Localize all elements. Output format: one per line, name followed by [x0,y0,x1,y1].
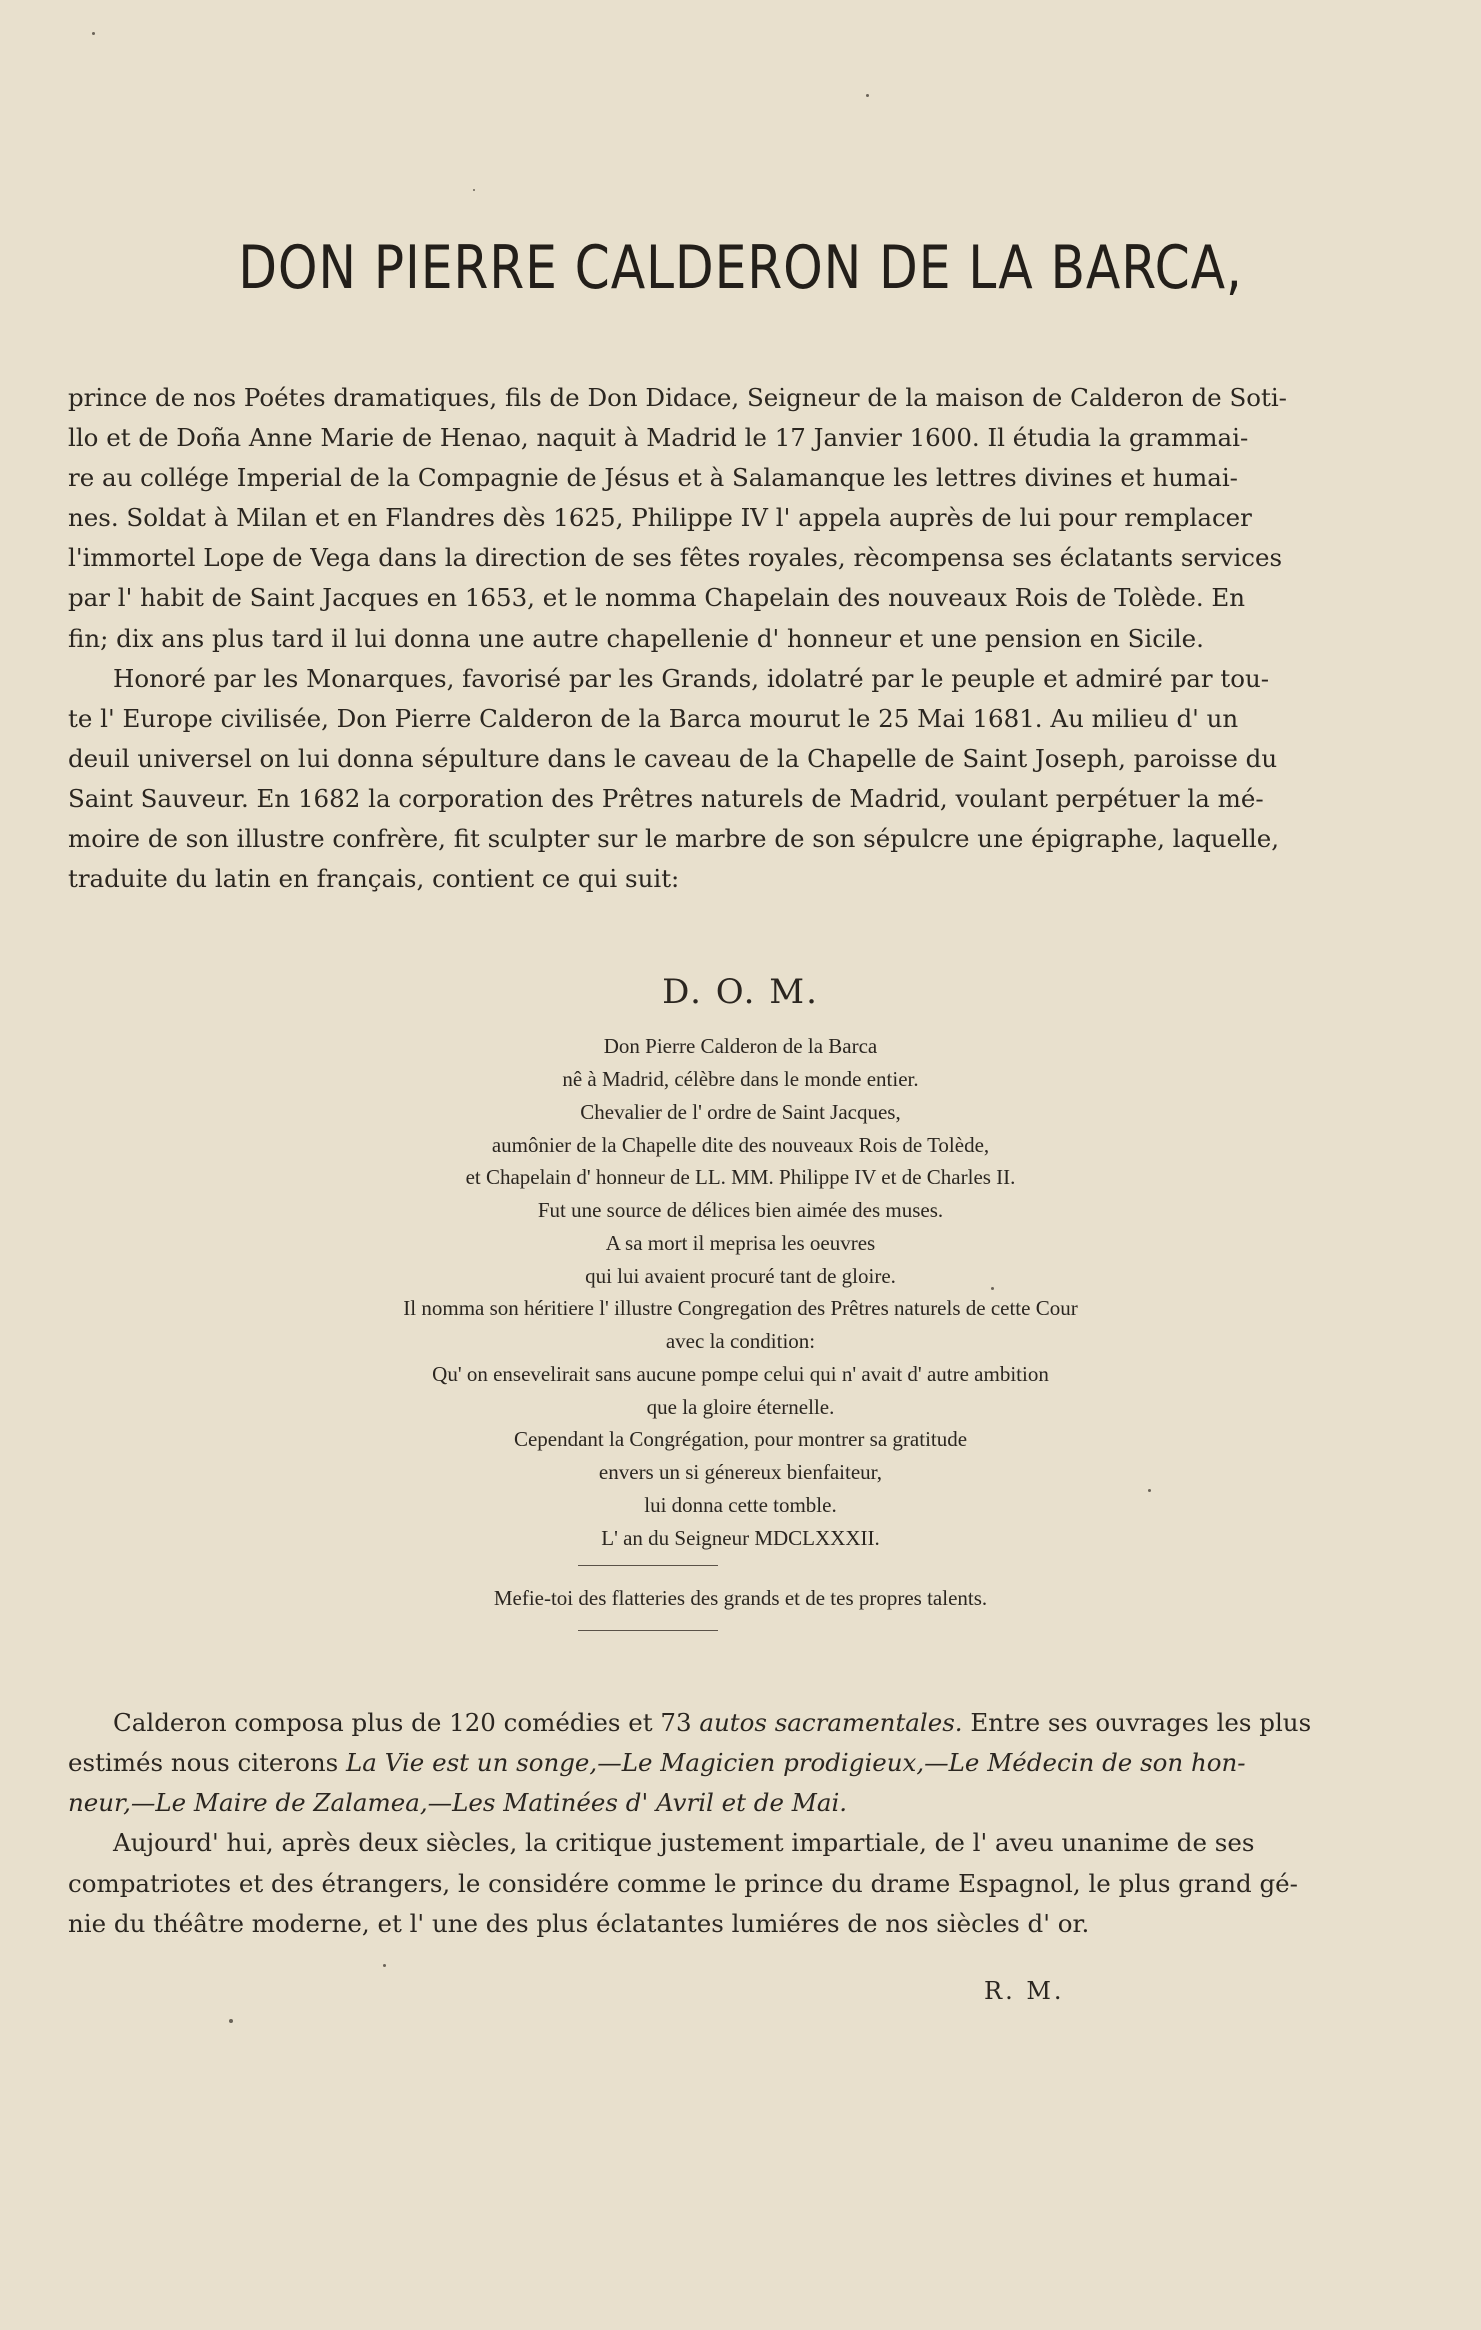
paragraph-3-line-2 [68,1746,1246,1780]
paragraph-2-line-4: Saint Sauveur. En 1682 la corporation des Prêtres naturels de Madrid, voulant perpétuer la mé- [68,784,1264,813]
paragraph-1-line-3: re au collége Imperial de la Compagnie de Jésus et à Salamanque les lettres divines et humai- [68,463,1238,492]
paragraph-2-line-3: deuil universel on lui donna sépulture dans le caveau de la Chapelle de Saint Joseph, paroisse du [68,744,1278,773]
epitaph-line-8: qui lui avaient procuré tant de gloire. [585,1264,896,1288]
epitaph-line-13: Cependant la Congrégation, pour montrer sa gratitude [513,1427,968,1451]
epitaph-line-12: que la gloire éternelle. [646,1395,835,1419]
paragraph-3-line-1-text-a: Calderon composa plus de 120 comédies et 73 [113,1708,700,1737]
epitaph-line-1: Don Pierre Calderon de la Barca [603,1034,878,1058]
epitaph-line-6: Fut une source de délices bien aimée des muses. [537,1198,944,1222]
paragraph-1-line-1: prince de nos Poétes dramatiques, fils de Don Didace, Seigneur de la maison de Calderon de Soti- [68,383,1287,412]
epitaph-line-11: Qu' on ensevelirait sans aucune pompe celui qui n' avait d' autre ambition [432,1362,1049,1386]
paragraph-3-line-1-text-c: Entre ses ouvrages les plus [962,1708,1312,1737]
paragraph-1-line-5: l'immortel Lope de Vega dans la direction de ses fêtes royales, rècompensa ses éclatants services [68,543,1283,572]
paragraph-1-line-6: par l' habit de Saint Jacques en 1653, et le nomma Chapelain des nouveaux Rois de Tolède. En [68,583,1246,612]
signature: R. M. [984,1977,1065,2005]
paper-speck [229,2019,233,2023]
paragraph-3-line-1-italic: autos sacramentales. [699,1708,963,1737]
paper-speck [991,1287,994,1290]
paper-speck [866,94,869,97]
document-title: DON PIERRE CALDERON DE LA BARCA, [238,233,1243,303]
paragraph-1-line-2: llo et de Doña Anne Marie de Henao, naquit à Madrid le 17 Janvier 1600. Il étudia la grammai- [68,423,1249,452]
paragraph-3-line-2-italic: La Vie est un songe,—Le Magicien prodigieux,—Le Médecin de son hon- [346,1748,1246,1777]
epitaph-line-16: L' an du Seigneur MDCLXXXII. [601,1526,880,1550]
paragraph-4-line-3: nie du théâtre moderne, et l' une des plus éclatantes lumiéres de nos siècles d' or. [68,1909,1090,1938]
paragraph-3-line-3: neur,—Le Maire de Zalamea,—Les Matinées d' Avril et de Mai. [68,1788,848,1817]
paper-speck [473,189,475,191]
paragraph-4-line-1: Aujourd' hui, après deux siècles, la critique justement impartiale, de l' aveu unanime de ses [113,1828,1255,1857]
motto: Mefie-toi des flatteries des grands et de tes propres talents. [493,1586,988,1610]
paper-speck [1148,1489,1151,1492]
paragraph-3-line-2-text-a: estimés nous citerons [68,1748,347,1777]
epitaph-heading: D. O. M. [662,972,819,1012]
epitaph-line-15: lui donna cette tomble. [644,1493,837,1517]
epitaph-line-10: avec la condition: [665,1329,816,1353]
epitaph-line-2: nê à Madrid, célèbre dans le monde entier. [562,1067,919,1091]
paragraph-2-line-6: traduite du latin en français, contient ce qui suit: [68,864,680,893]
paragraph-2-line-5: moire de son illustre confrère, fit sculpter sur le marbre de son sépulcre une épigraphe, laquelle, [68,824,1280,853]
paragraph-2-line-2: te l' Europe civilisée, Don Pierre Calderon de la Barca mourut le 25 Mai 1681. Au milieu d' un [68,704,1239,733]
divider-top [578,1565,718,1566]
epitaph-line-4: aumônier de la Chapelle dite des nouveaux Rois de Tolède, [491,1133,990,1157]
paragraph-1-line-7: fin; dix ans plus tard il lui donna une autre chapellenie d' honneur et une pension en Sicile. [68,624,1204,653]
epitaph-line-7: A sa mort il meprisa les oeuvres [605,1231,876,1255]
epitaph-line-5: et Chapelain d' honneur de LL. MM. Philippe IV et de Charles II. [465,1165,1016,1189]
epitaph-line-3: Chevalier de l' ordre de Saint Jacques, [580,1100,901,1124]
paragraph-2-line-1: Honoré par les Monarques, favorisé par les Grands, idolatré par le peuple et admiré par tou- [113,664,1269,693]
paragraph-4-line-2: compatriotes et des étrangers, le considére comme le prince du drame Espagnol, le plus grand gé- [68,1869,1298,1898]
divider-bottom [578,1630,718,1631]
paper-speck [92,32,95,35]
epitaph-line-14: envers un si génereux bienfaiteur, [598,1460,883,1484]
epitaph-line-9: Il nomma son héritiere l' illustre Congregation des Prêtres naturels de cette Cour [403,1296,1078,1320]
paragraph-1-line-4: nes. Soldat à Milan et en Flandres dès 1625, Philippe IV l' appela auprès de lui pour remplacer [68,503,1252,532]
paper-speck [383,1964,386,1967]
paragraph-3-line-1 [113,1706,1312,1740]
